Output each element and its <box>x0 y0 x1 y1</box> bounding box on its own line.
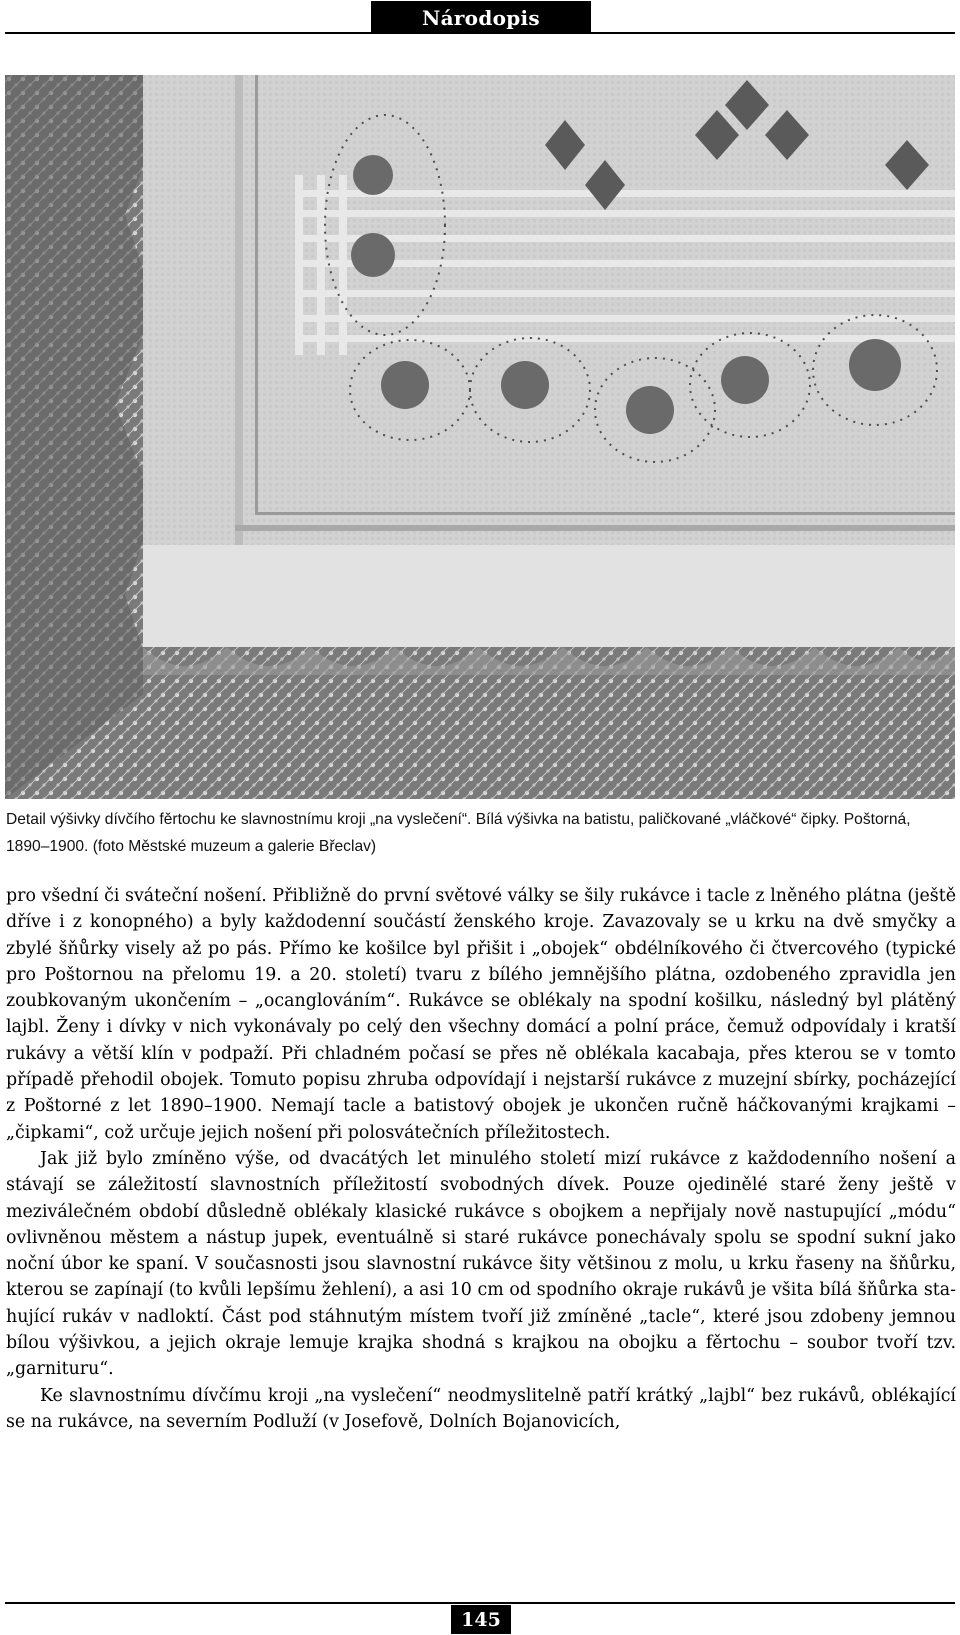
paragraph-1: pro všední či sváteční nošení. Přibližně do první světové války se šily rukávce i tacle z lněného plátna (ještě dříve i z konopného) a byly každodenní součástí ženského kroje. Zavazovaly se u krku na dvě smyčky a zbylé šňůrky visely až po pás. Přímo ke košilce byl přišit i „obojek“ obdélníkového či čtvercového (typické pro Poštornou na přelomu 19. a 20. století) tvaru z bílého jemnějšího plátna, ozdobeného zpravidla jen zoubkovaným ukončením – „ocanglováním“. Rukávce se oblékaly na spodní košilku, následný byl plátěný lajbl. Ženy i dívky v nich vykonávaly po celý den všechny domácí a polní práce, čemuž odpovídaly i kratší rukávy a větší klín v podpaží. Při chladném počasí se přes ně oblékala kacabaja, přes kterou se v tomto případě přehodil obojek. Tomuto popisu zhruba odpovídají i nejstarší rukávce z muzejní sbírky, pocházející z Poštorné z let 1890–1900. Nemají tacle a batistový obojek je ukončen ručně háčkovanými krajkami – „čipkami“, což určuje jejich nošení při polosvátečních příležitostech. <box>6 886 956 1143</box>
paragraph-3: Ke slavnostnímu dívčímu kroji „na vyslečení“ neodmyslitelně patří krátký „lajbl“ bez rukávů, oblékající se na rukávce, na severním Podluží (v Josefově, Dolních Bojanovicích, <box>6 1385 956 1432</box>
article-body <box>6 883 956 1435</box>
footer-rule <box>5 1602 955 1604</box>
header-rule <box>5 32 955 34</box>
paragraph-2: Jak již bylo zmíněno výše, od dvacátých let minulého století mizí rukávce z každodenního nošení a stávají se záležitostí slavnostních příležitostí svobodných dívek. Pouze ojedinělé staré ženy ještě v meziválečném období důsledně oblékaly klasické rukávce s obojkem a nepřijaly nově nastupující „módu“ ovlivněnou městem a nástup jupek, eventuálně si staré rukávce ponechávaly spolu se spodní sukní jako noční úbor ke spaní. V současnosti jsou slavnostní rukávce šity většinou z molu, u krku řaseny na šňůrku, kterou se zapínají (to kvůli lepšímu žehlení), a asi 10 cm od spodního okraje rukávů je všita bílá šňůrka stahující rukáv v nadloktí. Část pod stáhnutým místem tvoří již zmíněné „tacle“, které jsou zdobeny jemnou bílou výšivkou, a jejich okraje lemuje krajka shodná s krajkou na obojku a fěrtochu – soubor tvoří tzv. „garnituru“. <box>6 1148 956 1380</box>
embroidery-photo <box>5 75 955 799</box>
figure-caption: Detail výšivky dívčího fěrtochu ke slavnostnímu kroji „na vyslečení“. Bílá výšivka na batistu, paličkované „vláčkové“ čipky. Poštorná, 1890–1900. (foto Městské muzeum a galerie Břeclav) <box>6 811 911 855</box>
section-title: Národopis <box>371 1 591 33</box>
page-number: 145 <box>451 1605 511 1634</box>
